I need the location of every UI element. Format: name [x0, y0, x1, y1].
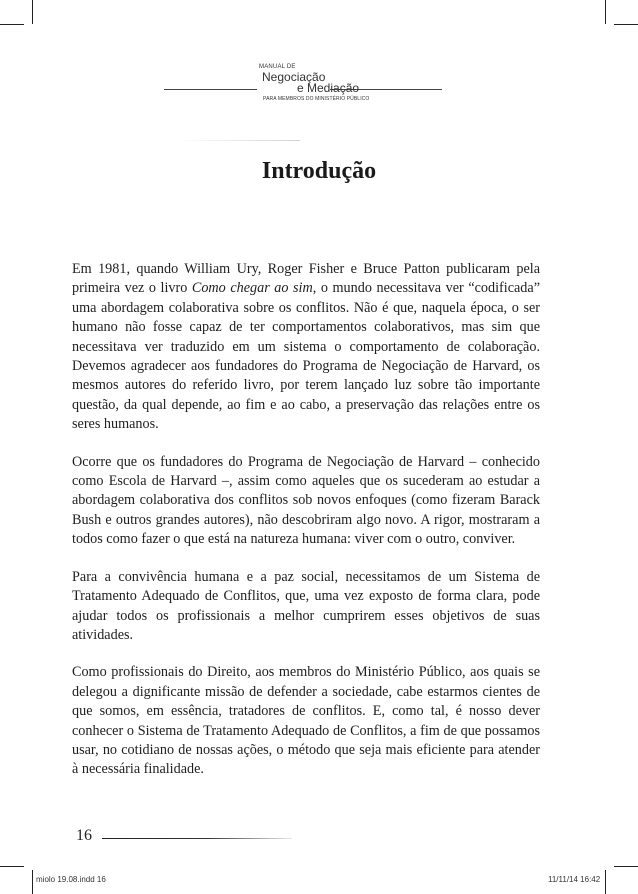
paragraph-1 — [72, 260, 540, 435]
header-rule-left — [164, 89, 257, 90]
crop-mark — [605, 0, 606, 24]
paragraph-1-before: Em 1981, quando William Ury, Roger Fisher e Bruce Patton publicaram pela primeira vez o livro — [72, 261, 540, 297]
book-title: Como chegar ao sim — [191, 280, 313, 297]
crop-mark — [32, 870, 33, 894]
crop-mark — [32, 0, 33, 24]
header-title-line2: e Mediação — [297, 81, 360, 95]
paragraph-2: Ocorre que os fundadores do Programa de Negociação de Harvard – conhecido como Escola de Harvard –, assim como aqueles que os sucederam ao estudar a abordagem colaborativa dos conflitos sob novos enfoques (como fizeram Barack Bush e outros grandes autores), não descobriram algo novo. A rigor, mostraram a todos como fazer o que está na natureza humana: viver com o outro, conviver. — [72, 453, 540, 548]
decorative-line — [176, 140, 300, 141]
crop-mark — [614, 866, 638, 867]
header-title-line1: Negociação — [262, 70, 326, 84]
paragraph-3: Para a convivência humana e a paz social, necessitamos de um Sistema de Tratamento Adequado de Conflitos, que, uma vez exposto de forma clara, pode ajudar todos os profissionais a melhor cumprirem esses objetivos de suas atividades. — [72, 568, 540, 643]
crop-mark — [605, 870, 606, 894]
paragraph-4: Como profissionais do Direito, aos membros do Ministério Público, aos quais se delegou a dignificante missão de defender a sociedade, cabe estarmos cientes de que somos, em essência, tratadores de conflitos. E, como tal, é nosso dever conhecer o Sistema de Tratamento Adequado de Conflitos, a fim de que possamos usar, no cotidiano de nossas ações, o método que seja mais eficiente para atender à necessária finalidade. — [72, 664, 540, 778]
header-subtitle: PARA MEMBROS DO MINISTÉRIO PÚBLICO — [263, 96, 370, 102]
crop-mark — [0, 24, 24, 25]
manual-header — [259, 64, 379, 102]
header-manual-label: MANUAL DE — [259, 64, 296, 70]
crop-mark — [614, 24, 638, 25]
paragraph-1-after: , o mundo necessitava ver “codificada” uma abordagem colaborativa sobre os conflitos. Não é que, naquela época, o ser humano não fosse capaz de ter comportamentos colaborativos, mas sim que necessitava ver traduzido em um sistema o comportamento de colaboração. Devemos agradecer aos fundadores do Programa de Negociação de Harvard, os mesmos autores do referido livro, por terem lançado luz sobre tão importante questão, da qual depende, ao fim e ao cabo, a preservação das relações entre os seres humanos. — [72, 280, 540, 433]
page-number: 16 — [76, 827, 92, 844]
page-number-rule — [102, 838, 292, 839]
body-text — [72, 260, 540, 780]
slug-timestamp: 11/11/14 16:42 — [548, 875, 601, 884]
slug-file-info: miolo 19.08.indd 16 — [36, 875, 106, 884]
page-title: Introdução — [261, 158, 377, 184]
crop-mark — [0, 866, 24, 867]
